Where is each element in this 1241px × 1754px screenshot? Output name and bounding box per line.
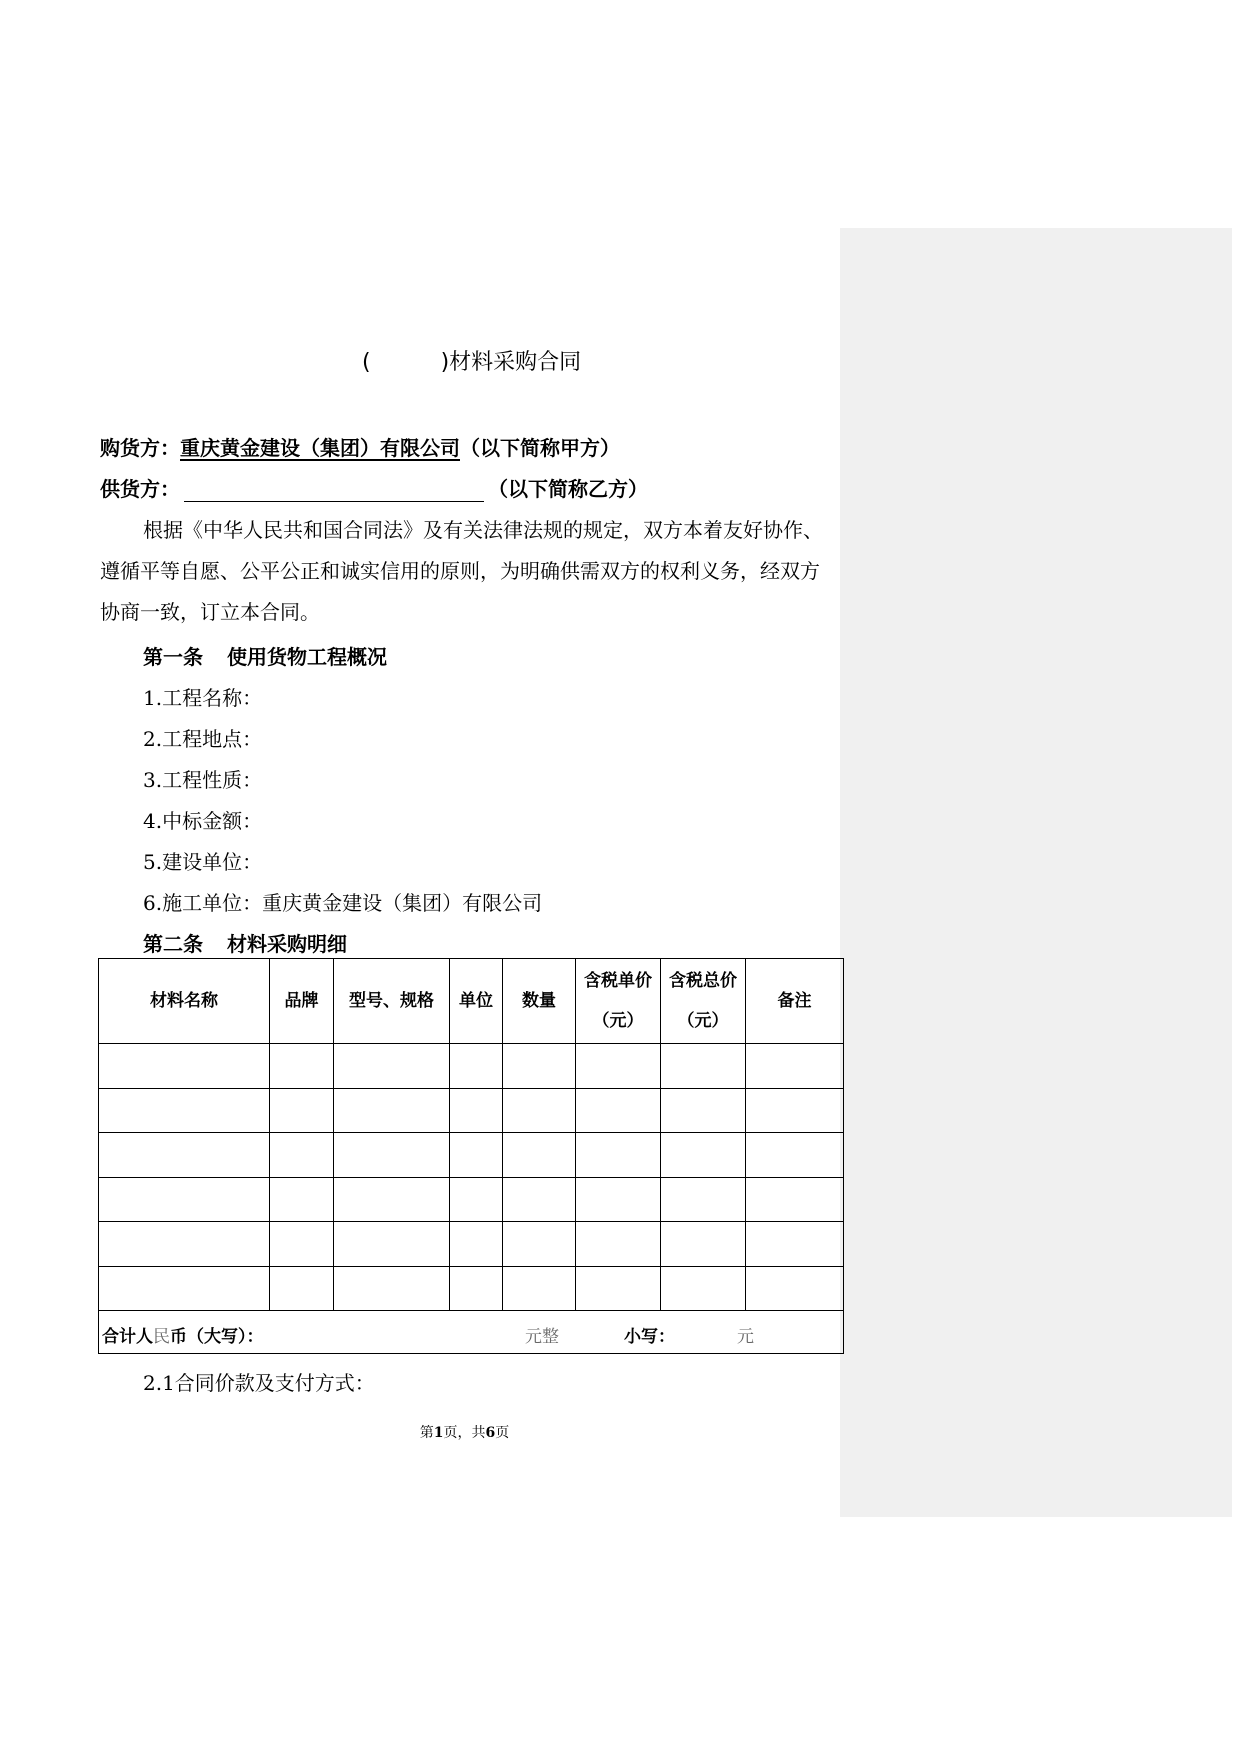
total-yuan: 元 (737, 1327, 754, 1347)
table-cell[interactable] (503, 1177, 576, 1222)
table-row (99, 1044, 844, 1089)
col-model-spec: 型号、规格 (334, 959, 450, 1044)
article-2-heading: 第二条 材料采购明细 (143, 932, 347, 956)
table-cell[interactable] (503, 1088, 576, 1133)
table-cell[interactable] (270, 1266, 334, 1311)
table-cell[interactable] (334, 1222, 450, 1267)
total-cell[interactable] (99, 1311, 844, 1354)
item-project-location: 2.工程地点： (143, 727, 263, 751)
col-remarks: 备注 (746, 959, 844, 1044)
total-yuan-zheng: 元整 (525, 1327, 559, 1347)
table-cell[interactable] (270, 1222, 334, 1267)
table-cell[interactable] (503, 1133, 576, 1178)
table-cell[interactable] (576, 1222, 661, 1267)
table-cell[interactable] (576, 1044, 661, 1089)
total-label: 合计人民币（大写）： (102, 1327, 264, 1347)
table-cell[interactable] (334, 1044, 450, 1089)
table-cell[interactable] (746, 1088, 844, 1133)
table-cell[interactable] (450, 1044, 503, 1089)
supplier-name-blank[interactable] (184, 479, 484, 502)
table-cell[interactable] (334, 1133, 450, 1178)
item-project-nature: 3.工程性质： (143, 768, 263, 792)
table-cell[interactable] (450, 1266, 503, 1311)
table-cell[interactable] (450, 1222, 503, 1267)
table-cell[interactable] (746, 1177, 844, 1222)
total-small-label: 小写： (624, 1327, 675, 1347)
table-cell[interactable] (576, 1266, 661, 1311)
table-cell[interactable] (503, 1266, 576, 1311)
buyer-name: 重庆黄金建设（集团）有限公司 (180, 436, 460, 460)
table-cell[interactable] (661, 1088, 746, 1133)
table-row (99, 1088, 844, 1133)
table-cell[interactable] (661, 1044, 746, 1089)
supplier-line (100, 473, 648, 502)
table-cell[interactable] (270, 1088, 334, 1133)
table-cell[interactable] (99, 1222, 270, 1267)
table-cell[interactable] (746, 1133, 844, 1178)
item-bid-amount: 4.中标金额： (143, 809, 263, 833)
table-cell[interactable] (503, 1222, 576, 1267)
material-table (98, 958, 844, 1354)
col-material-name: 材料名称 (99, 959, 270, 1044)
table-cell[interactable] (661, 1222, 746, 1267)
table-cell[interactable] (576, 1133, 661, 1178)
table-cell[interactable] (270, 1177, 334, 1222)
table-cell[interactable] (450, 1088, 503, 1133)
clause-2-1: 2.1合同价款及支付方式： (143, 1371, 375, 1395)
table-cell[interactable] (503, 1044, 576, 1089)
contract-title: ( )材料采购合同 (362, 350, 582, 375)
supplier-suffix: （以下简称乙方） (488, 477, 648, 501)
col-quantity: 数量 (503, 959, 576, 1044)
buyer-line (100, 432, 620, 461)
col-unit-price: 含税单价 （元） (576, 959, 661, 1044)
table-row (99, 1222, 844, 1267)
table-cell[interactable] (450, 1177, 503, 1222)
supplier-label: 供货方： (100, 477, 180, 501)
buyer-label: 购货方： (100, 436, 180, 460)
buyer-suffix: （以下简称甲方） (460, 436, 620, 460)
table-row (99, 1177, 844, 1222)
col-brand: 品牌 (270, 959, 334, 1044)
table-cell[interactable] (334, 1177, 450, 1222)
table-cell[interactable] (661, 1177, 746, 1222)
table-cell[interactable] (270, 1044, 334, 1089)
table-cell[interactable] (661, 1266, 746, 1311)
table-cell[interactable] (450, 1133, 503, 1178)
table-total-row (99, 1311, 844, 1354)
table-cell[interactable] (576, 1088, 661, 1133)
table-cell[interactable] (334, 1266, 450, 1311)
table-cell[interactable] (99, 1177, 270, 1222)
item-project-name: 1.工程名称： (143, 686, 263, 710)
table-cell[interactable] (746, 1044, 844, 1089)
article-1-heading: 第一条 使用货物工程概况 (143, 645, 387, 669)
table-row (99, 1133, 844, 1178)
page-footer: 第1页，共6页 (419, 1425, 510, 1441)
table-cell[interactable] (99, 1088, 270, 1133)
table-header-row (99, 959, 844, 1044)
table-cell[interactable] (576, 1177, 661, 1222)
intro-paragraph: 根据《中华人民共和国合同法》及有关法律法规的规定，双方本着友好协作、遵循平等自愿、公平公正和诚实信用的原则，为明确供需双方的权利义务，经双方协商一致，订立本合同。 (100, 518, 823, 624)
table-cell[interactable] (661, 1133, 746, 1178)
item-contractor: 6.施工单位：重庆黄金建设（集团）有限公司 (143, 891, 543, 915)
table-cell[interactable] (270, 1133, 334, 1178)
table-cell[interactable] (334, 1088, 450, 1133)
table-cell[interactable] (99, 1133, 270, 1178)
col-total-price: 含税总价 （元） (661, 959, 746, 1044)
table-cell[interactable] (99, 1044, 270, 1089)
table-cell[interactable] (746, 1266, 844, 1311)
item-developer: 5.建设单位： (143, 850, 263, 874)
table-cell[interactable] (746, 1222, 844, 1267)
table-cell[interactable] (99, 1266, 270, 1311)
comment-pane (840, 228, 1232, 1517)
table-row (99, 1266, 844, 1311)
col-unit: 单位 (450, 959, 503, 1044)
